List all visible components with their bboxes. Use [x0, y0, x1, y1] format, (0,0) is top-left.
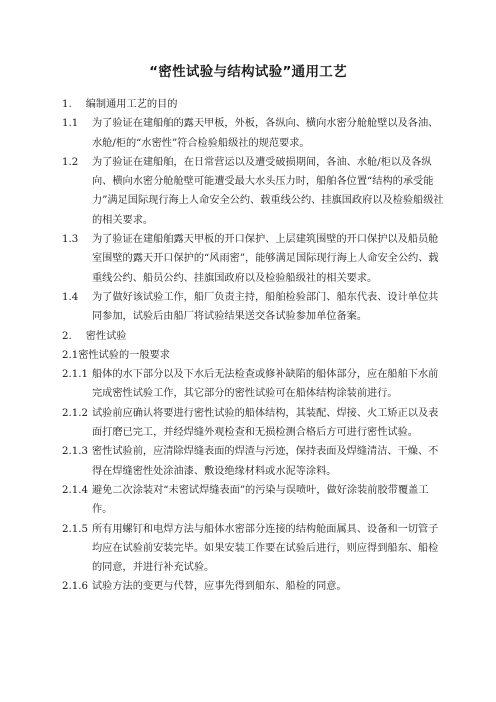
- section-heading: [62, 327, 446, 346]
- clause-number: 2.1.4: [62, 484, 88, 496]
- clause-text: 为了做好该试验工作，船厂负责主持，船舶检验部门、船东代表、设计单位共同参加，试验后由船厂将试验结果送交各试验参加单位备案。: [92, 291, 439, 323]
- clause-text: 为了验证在建船舶露天甲板的开口保护、上层建筑围壁的开口保护以及船员舱室围壁的露天开口保护的“风雨密”，能够满足国际现行海上人命安全公约、载重线公约、船员公约、挂旗国政府以及检验船级社的相关要求。: [92, 234, 439, 284]
- clause-number: 2.1.5: [62, 523, 88, 535]
- subsection-text: 2.1密性试验的一般要求: [62, 349, 170, 361]
- section-text: 密性试验: [85, 330, 127, 342]
- clause-paragraph: [62, 230, 446, 288]
- clause-number: 1.2: [62, 156, 79, 168]
- clause-paragraph: [62, 365, 446, 404]
- clause-paragraph: [62, 114, 446, 153]
- clause-paragraph: [62, 442, 446, 481]
- clause-text: 密性试验前，应清除焊缝表面的焊渣与污迹，保持表面及焊缝清洁、干燥、不得在焊缝密性处涂油漆、敷设绝缘材料或水泥等涂料。: [92, 446, 439, 477]
- clause-number: 1.1: [62, 118, 79, 130]
- clause-number: 2.1.2: [62, 407, 88, 419]
- section-text: 编制通用工艺的目的: [85, 99, 178, 110]
- document-title: “密性试验与结构试验”通用工艺: [149, 64, 347, 80]
- clause-paragraph: [62, 481, 446, 520]
- clause-number: 2.1.1: [62, 369, 88, 381]
- clause-number: 1.3: [62, 234, 79, 246]
- section-number: 1.: [62, 99, 72, 110]
- clause-text: 避免二次涂装对“未密试焊缝表面”的污染与误喷叶，做好涂装前胶带覆盖工作。: [92, 484, 429, 516]
- clause-text: 船体的水下部分以及下水后无法检查或修补缺陷的船体部分，应在船舶下水前完成密性试验工作，其它部分的密性试验可在船体结构涂装前进行。: [92, 369, 439, 400]
- clause-number: 2.1.6: [62, 581, 88, 593]
- clause-number: 2.1.3: [62, 446, 88, 458]
- clause-text: 为了验证在建船舶，在日常营运以及遭受破损期间，各油、水舱/柜以及各纵向、横向水密分舱舱壁可能遭受最大水头压力时，船舶各位置“结构的承受能力”满足国际现行海上人命安全公约、载重线公约、挂旗国政府以及检验船级社的相关要求。: [92, 156, 444, 226]
- clause-number: 1.4: [62, 291, 79, 303]
- clause-paragraph: [62, 520, 446, 578]
- clause-text: 试验方法的变更与代替，应事先得到船东、船检的同意。: [92, 581, 347, 593]
- clause-text: 为了验证在建船舶的露天甲板，外板，各纵向、横向水密分舱舱壁以及各油、水舱/柜的“水密性”符合检验船级社的规范要求。: [92, 118, 439, 149]
- clause-text: 所有用螺钉和电焊方法与船体水密部分连接的结构舱面属具、设备和一切管子均应在试验前安装完毕。如果安装工作要在试验后进行，则应得到船东、船检的同意，并进行补充试验。: [92, 523, 439, 574]
- clause-paragraph: [62, 404, 446, 443]
- document-body: [62, 95, 446, 597]
- clause-paragraph: [62, 153, 446, 230]
- clause-paragraph: [62, 577, 446, 596]
- clause-text: 试验前应确认将要进行密性试验的船体结构，其装配、焊接、火工矫正以及表面打磨已完工，并经焊缝外观检查和无损检测合格后方可进行密性试验。: [92, 407, 439, 439]
- section-number: 2.: [62, 330, 72, 342]
- section-heading: [62, 95, 446, 114]
- clause-paragraph: [62, 288, 446, 327]
- subsection-heading: [62, 346, 446, 365]
